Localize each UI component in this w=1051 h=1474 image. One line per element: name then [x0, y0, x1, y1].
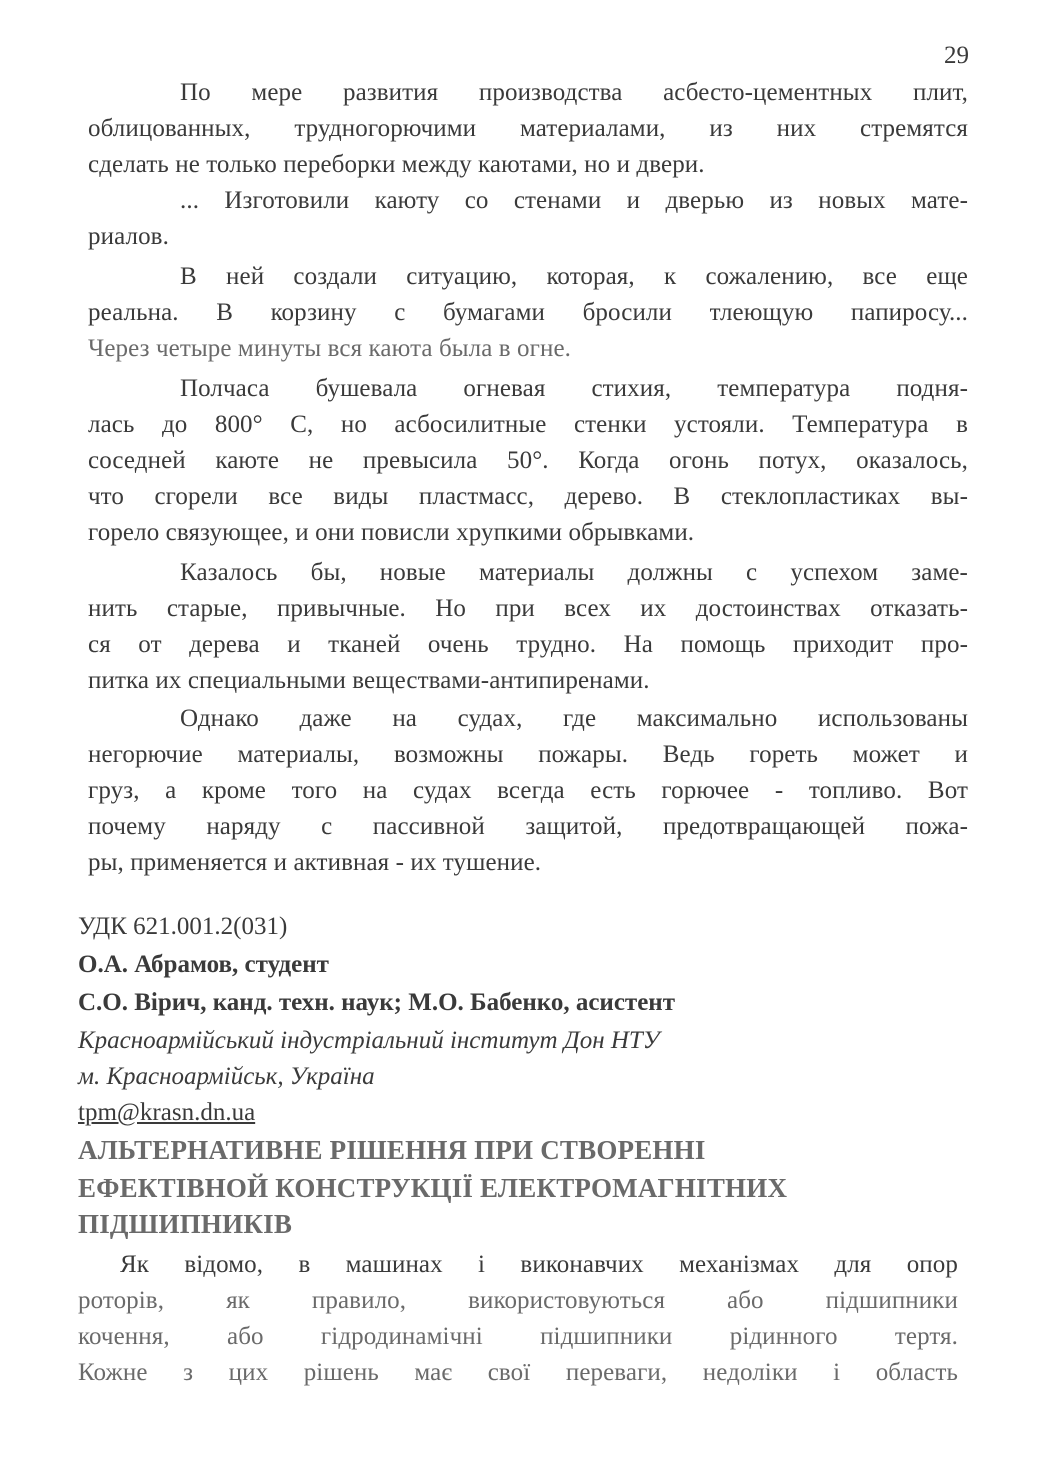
page-number: 29	[944, 42, 969, 69]
text-line: негорючие материалы, возможны пожары. Ведь гореть может и	[88, 741, 968, 768]
text-line: лась до 800° С, но асбосилитные стенки устояли. Температура в	[88, 411, 968, 438]
text-line: По мере развития производства асбесто-цементных плит,	[180, 79, 968, 106]
text-line: нить старые, привычные. Но при всех их достоинствах отказать-	[88, 595, 968, 622]
text-line: В ней создали ситуацию, которая, к сожалению, все еще	[180, 263, 968, 290]
email-link[interactable]: tpm@krasn.dn.ua	[78, 1099, 256, 1126]
text-line: Казалось бы, новые материалы должны с успехом заме-	[180, 559, 968, 586]
text-line: ры, применяется и активная - их тушение.	[88, 849, 542, 876]
institution: Красноармійський індустріальний інститут Дон НТУ	[78, 1027, 660, 1054]
udk-code: УДК 621.001.2(031)	[78, 913, 288, 940]
text-line: горело связующее, и они повисли хрупкими обрывками.	[88, 519, 695, 546]
text-line: почему наряду с пассивной защитой, предотвращающей пожа-	[88, 813, 968, 840]
text-line: облицованных, трудногорючими материалами, из них стремятся	[88, 115, 968, 142]
text-line: Однако даже на судах, где максимально использованы	[180, 705, 968, 732]
text-line: реальна. В корзину с бумагами бросили тлеющую папиросу...	[88, 299, 968, 326]
text-line: роторів, як правило, використовуються або підшипники	[78, 1287, 958, 1314]
text-line: Через четыре минуты вся каюта была в огне.	[88, 335, 572, 362]
text-line: соседней каюте не превысила 50°. Когда огонь потух, оказалось,	[88, 447, 968, 474]
text-line: Полчаса бушевала огневая стихия, температура подня-	[180, 375, 968, 402]
text-line: груз, а кроме того на судах всегда есть горючее - топливо. Вот	[88, 777, 968, 804]
text-line: сделать не только переборки между каютами, но и двери.	[88, 151, 705, 178]
article-title-line: ЕФЕКТІВНОЙ КОНСТРУКЦІЇ ЕЛЕКТРОМАГНІТНИХ	[78, 1173, 788, 1203]
text-line: риалов.	[88, 223, 169, 250]
text-line: питка их специальными веществами-антипиренами.	[88, 667, 650, 694]
article-title-line: АЛЬТЕРНАТИВНЕ РІШЕННЯ ПРИ СТВОРЕННІ	[78, 1135, 706, 1165]
text-line: ся от дерева и тканей очень трудно. На помощь приходит про-	[88, 631, 968, 658]
text-line: Кожне з цих рішень має свої переваги, недоліки і область	[78, 1359, 958, 1386]
author-line-2: С.О. Вірич, канд. техн. наук; М.О. Бабенко, асистент	[78, 989, 675, 1016]
text-line: Як відомо, в машинах і виконавчих механізмах для опор	[120, 1251, 958, 1278]
text-line: ... Изготовили каюту со стенами и дверью из новых мате-	[180, 187, 968, 214]
article-title-line: ПІДШИПНИКІВ	[78, 1209, 293, 1239]
author-line-1: О.А. Абрамов, студент	[78, 951, 329, 978]
text-line: кочення, або гідродинамічні підшипники рідинного тертя.	[78, 1323, 958, 1350]
city: м. Красноармійськ, Україна	[78, 1063, 375, 1090]
text-line: что сгорели все виды пластмасс, дерево. В стеклопластиках вы-	[88, 483, 968, 510]
